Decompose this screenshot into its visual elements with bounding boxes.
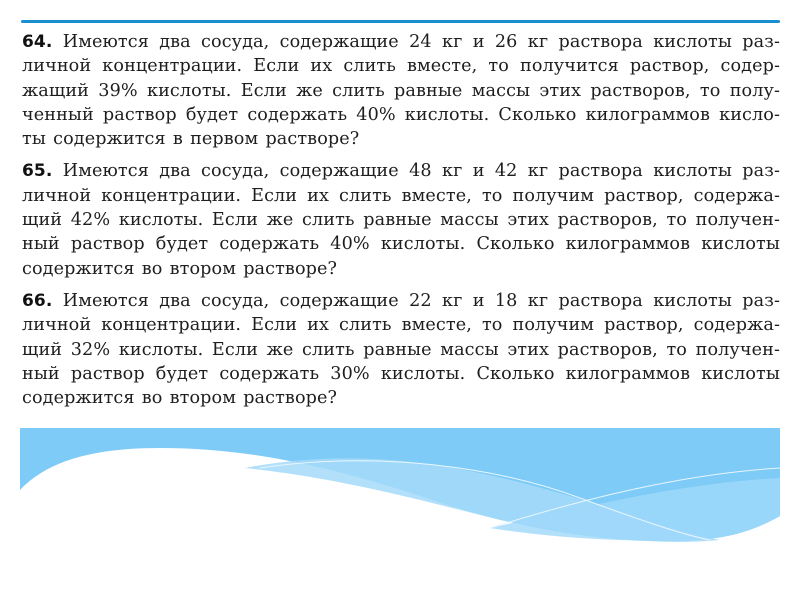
problem-number: 64. bbox=[22, 32, 53, 52]
problem-text-line: Имеются два сосуда, содержащие 22 кг и 18 кг раствора кислоты раз- bbox=[62, 290, 780, 311]
problem-64 bbox=[22, 30, 780, 151]
problem-65 bbox=[22, 159, 780, 280]
problem-text-line: щий 42% кислоты. Если же слить равные массы этих растворов, то получен- bbox=[22, 210, 780, 231]
problem-text-line: содержится во втором растворе? bbox=[22, 258, 338, 279]
problem-number: 66. bbox=[22, 290, 53, 311]
problem-text-line: ченный раствор будет содержать 40% кислоты. Сколько килограммов кисло- bbox=[22, 104, 780, 125]
problem-text-line: Имеются два сосуда, содержащие 24 кг и 26 кг раствора кислоты раз- bbox=[62, 32, 780, 52]
problem-text-line: щий 32% кислоты. Если же слить равные массы этих растворов, то получен- bbox=[22, 339, 780, 360]
problem-text-line: личной концентрации. Если их слить вместе, то получим раствор, содержа- bbox=[22, 315, 780, 336]
problem-text-line: ты содержится в первом растворе? bbox=[22, 129, 360, 150]
problem-66 bbox=[22, 289, 780, 410]
problem-text-line: личной концентрации. Если их слить вместе, то получим раствор, содержа- bbox=[22, 185, 780, 206]
problem-text-line: жащий 39% кислоты. Если же слить равные массы этих растворов, то полу- bbox=[22, 80, 780, 101]
problem-text-line: личной концентрации. Если их слить вместе, то получится раствор, содер- bbox=[22, 56, 780, 77]
problem-text-line: содержится во втором растворе? bbox=[22, 388, 338, 409]
decorative-wave-banner bbox=[20, 428, 780, 553]
problem-text-line: ный раствор будет содержать 30% кислоты. Сколько килограммов кислоты bbox=[22, 363, 780, 384]
problem-text-line: ный раствор будет содержать 40% кислоты. Сколько килограммов кислоты bbox=[22, 234, 780, 255]
problem-number: 65. bbox=[22, 161, 53, 182]
top-divider bbox=[21, 20, 780, 23]
problem-text-line: Имеются два сосуда, содержащие 48 кг и 42 кг раствора кислоты раз- bbox=[62, 161, 780, 182]
problem-list bbox=[22, 30, 780, 418]
